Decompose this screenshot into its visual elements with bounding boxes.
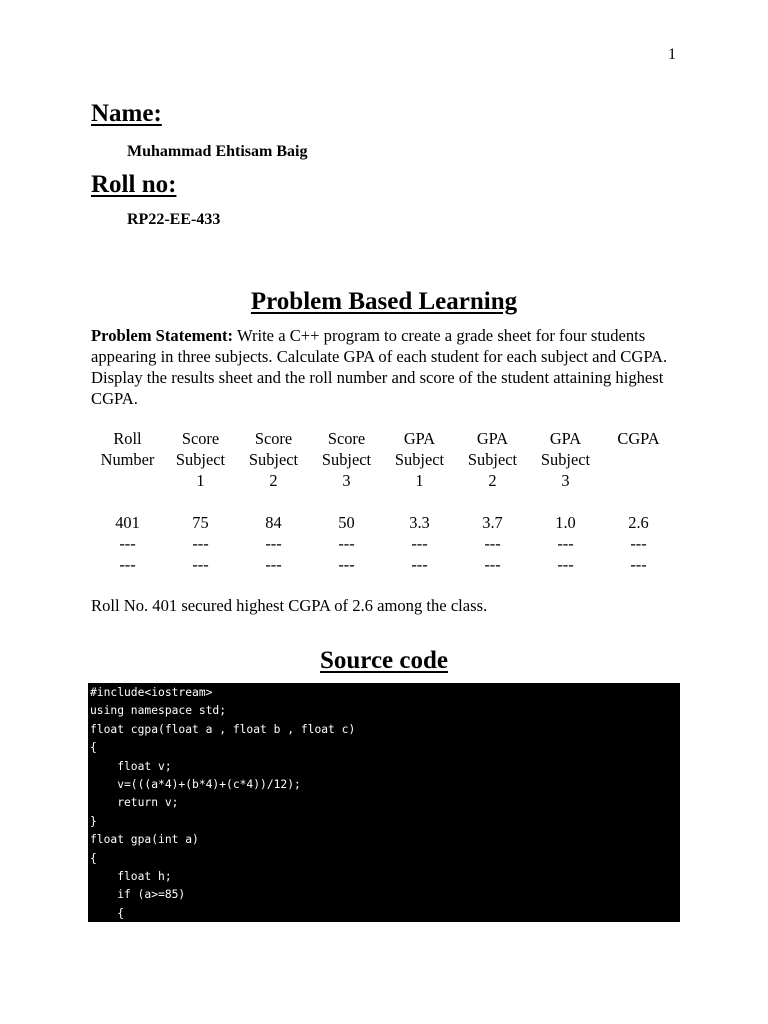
table-header-cell	[237, 428, 310, 512]
table-cell: ---	[411, 534, 428, 553]
table-row	[91, 554, 675, 575]
header-line: 2	[488, 471, 497, 490]
header-line: Number	[100, 450, 155, 469]
header-line: Roll	[113, 429, 142, 448]
header-line: Score	[181, 429, 220, 448]
table-header-cell	[456, 428, 529, 512]
code-line: return v;	[90, 796, 179, 810]
summary-text: Roll No. 401 secured highest CGPA of 2.6 among the class.	[91, 596, 488, 615]
header-line: CGPA	[617, 429, 660, 448]
header-line: Subject	[321, 450, 372, 469]
table-cell: 50	[338, 513, 355, 532]
header-line: 1	[196, 471, 205, 490]
statement-label: Problem Statement:	[91, 326, 234, 345]
header-line: GPA	[476, 429, 509, 448]
roll-label: Roll no:	[91, 171, 177, 198]
table-cell: 3.3	[409, 513, 430, 532]
table-cell: ---	[338, 534, 355, 553]
table-cell: ---	[192, 534, 209, 553]
table-cell: ---	[411, 555, 428, 574]
table-cell: ---	[484, 555, 501, 574]
table-cell: ---	[192, 555, 209, 574]
header-line: 2	[269, 471, 278, 490]
table-header-cell	[164, 428, 237, 512]
name-label: Name:	[91, 100, 162, 127]
table-cell: ---	[630, 534, 647, 553]
header-line: Score	[327, 429, 366, 448]
name-value: Muhammad Ehtisam Baig	[127, 143, 308, 160]
header-line: Score	[254, 429, 293, 448]
table-cell: ---	[557, 555, 574, 574]
code-line: using namespace std;	[90, 704, 227, 718]
header-line: 1	[415, 471, 424, 490]
code-line: #include<iostream>	[90, 686, 213, 699]
code-line: if (a>=85)	[90, 888, 186, 902]
table-header-cell	[383, 428, 456, 512]
grade-table	[91, 428, 675, 575]
problem-statement	[91, 325, 677, 409]
table-cell: ---	[630, 555, 647, 574]
table-cell: ---	[119, 534, 136, 553]
statement-text: Write a C++ program to create a grade sheet for four students appearing in three subjects. Calculate GPA of each student for each subject and CGPA. Display the results sheet and the roll number and score of the student attaining highest CGPA.	[91, 326, 668, 408]
table-cell: 84	[265, 513, 282, 532]
page-number: 1	[668, 46, 676, 63]
code-line: v=(((a*4)+(b*4)+(c*4))/12);	[90, 777, 301, 791]
page-title: Problem Based Learning	[250, 288, 518, 315]
header-line: 3	[561, 471, 570, 490]
header-line: GPA	[549, 429, 582, 448]
code-line: {	[90, 741, 97, 755]
table-cell: ---	[557, 534, 574, 553]
header-line: GPA	[403, 429, 436, 448]
table-header-row	[91, 428, 675, 512]
table-header-cell	[310, 428, 383, 512]
table-cell: 1.0	[555, 513, 576, 532]
roll-value: RP22-EE-433	[127, 211, 221, 228]
table-cell: ---	[265, 534, 282, 553]
table-cell: ---	[265, 555, 282, 574]
table-header-cell	[91, 428, 164, 512]
table-cell: 75	[192, 513, 209, 532]
header-line: Subject	[394, 450, 445, 469]
code-block	[88, 683, 680, 922]
table-cell: ---	[119, 555, 136, 574]
header-line: Subject	[175, 450, 226, 469]
table-cell: 2.6	[628, 513, 649, 532]
header-line: Subject	[248, 450, 299, 469]
code-line: float gpa(int a)	[90, 833, 199, 847]
table-cell: 401	[115, 513, 140, 532]
table-header-cell	[602, 428, 675, 512]
table-cell: 3.7	[482, 513, 503, 532]
table-cell: ---	[484, 534, 501, 553]
table-header-cell	[529, 428, 602, 512]
table-cell: ---	[338, 555, 355, 574]
header-line: Subject	[467, 450, 518, 469]
header-line: Subject	[540, 450, 591, 469]
source-code-title: Source code	[320, 647, 448, 674]
header-line: 3	[342, 471, 351, 490]
code-line: {	[90, 906, 125, 920]
code-line: float h;	[90, 869, 172, 883]
code-line: float v;	[90, 759, 172, 773]
table-row	[91, 512, 675, 533]
table-row	[91, 533, 675, 554]
code-line: }	[90, 814, 97, 828]
code-line: float cgpa(float a , float b , float c)	[90, 722, 356, 736]
code-line: {	[90, 851, 97, 865]
